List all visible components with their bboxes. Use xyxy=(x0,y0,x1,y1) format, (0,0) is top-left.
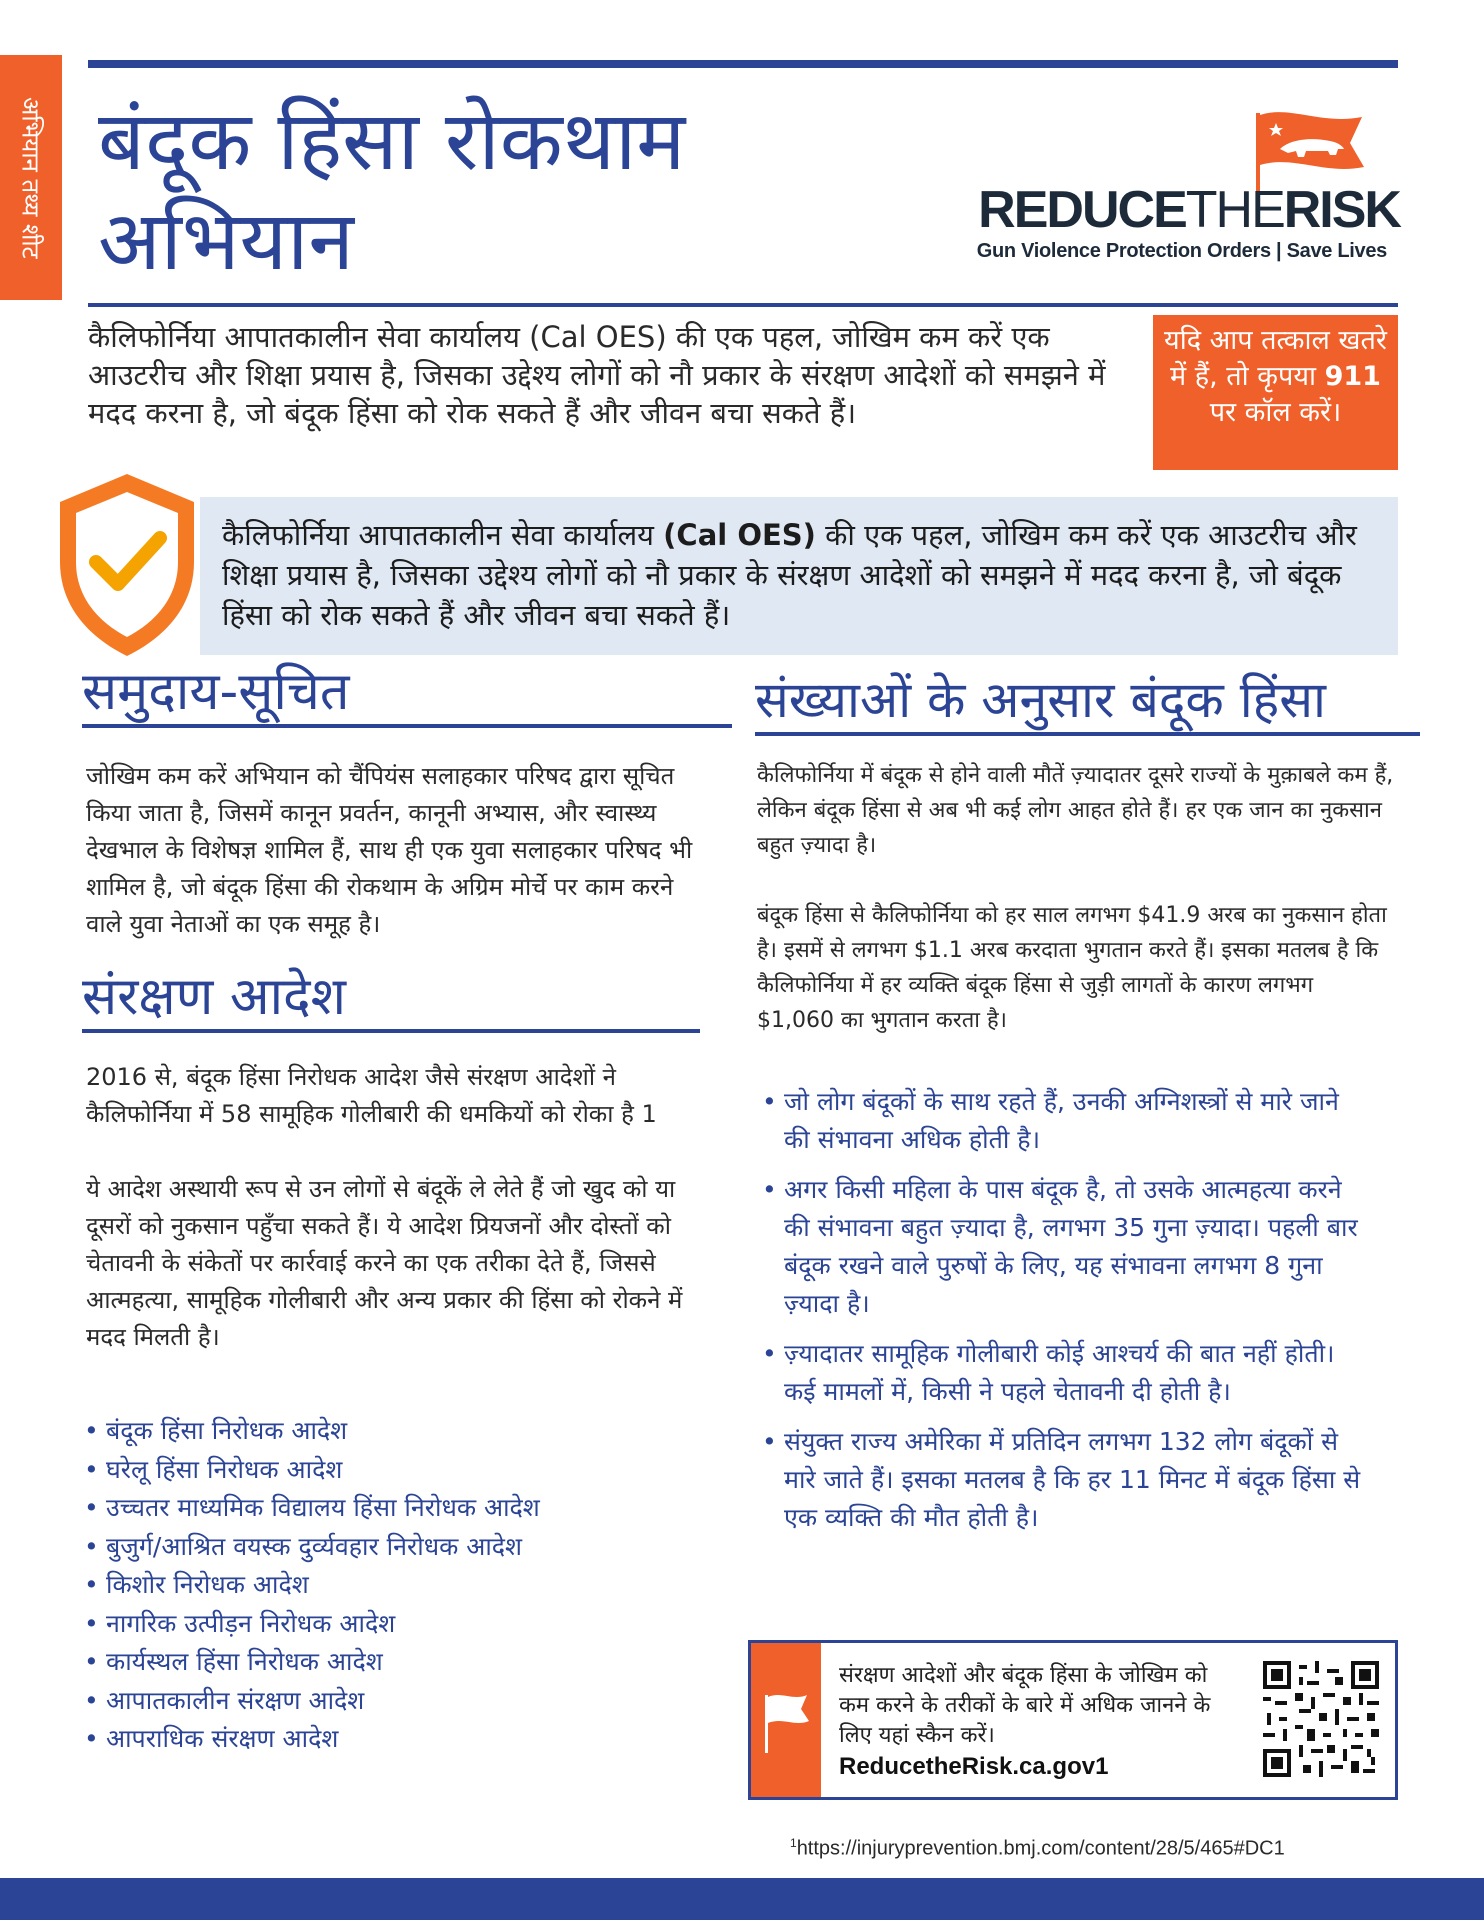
logo-tagline: Gun Violence Protection Orders | Save Lives xyxy=(976,240,1387,262)
list-item: • जो लोग बंदूकों के साथ रहते हैं, उनकी अग्निशस्त्रों से मारे जाने की संभावना अधिक होती है। xyxy=(762,1083,1362,1159)
numbers-paragraph-1: कैलिफोर्निया में बंदूक से होने वाली मौतें ज़्यादातर दूसरे राज्यों के मुक़ाबले कम हैं, लेकिन बंदूक हिंसा से अब भी कई लोग आहत होते हैं। हर एक जान का नुकसान बहुत ज़्यादा है। xyxy=(757,763,1394,858)
qr-instructions: संरक्षण आदेशों और बंदूक हिंसा के जोखिम को कम करने के तरीकों के बारे में अधिक जानने के लिए यहां स्कैन करें। xyxy=(839,1663,1211,1748)
list-item: • बंदूक हिंसा निरोधक आदेश xyxy=(84,1412,724,1451)
community-paragraph: जोखिम कम करें अभियान को चैंपियंस सलाहकार परिषद द्वारा सूचित किया जाता है, जिसमें कानून प्रवर्तन, कानूनी अभ्यास, और स्वास्थ्य देखभाल के विशेषज्ञ शामिल हैं, साथ ही एक युवा सलाहकार परिषद भी शामिल है, जो बंदूक हिंसा की रोकथाम के अग्रिम मोर्चे पर काम करने वाले युवा नेताओं का एक समूह है। xyxy=(86,762,693,938)
orders-list xyxy=(84,1412,724,1759)
side-tab xyxy=(0,55,62,300)
list-item: • आपातकालीन संरक्षण आदेश xyxy=(84,1682,724,1721)
list-item: • ज़्यादातर सामूहिक गोलीबारी कोई आश्चर्य की बात नहीं होती। कई मामलों में, किसी ने पहले चेतावनी दी होती है। xyxy=(762,1335,1362,1411)
qr-side-panel xyxy=(751,1643,821,1797)
header-divider xyxy=(88,303,1398,307)
emergency-number: 911 xyxy=(1324,361,1381,392)
logo-wordmark: REDUCETHERISK xyxy=(978,181,1400,239)
footnote xyxy=(790,1836,1380,1861)
website-link[interactable]: ReducetheRisk.ca.gov1 xyxy=(839,1753,1109,1780)
list-item: • घरेलू हिंसा निरोधक आदेश xyxy=(84,1451,724,1490)
flag-icon xyxy=(751,1643,821,1797)
list-item: • संयुक्त राज्य अमेरिका में प्रतिदिन लगभग 132 लोग बंदूकों से मारे जाते हैं। इसका मतलब है कि हर 11 मिनट में बंदूक हिंसा से एक व्यक्ति की मौत होती है। xyxy=(762,1423,1362,1537)
list-item: • कार्यस्थल हिंसा निरोधक आदेश xyxy=(84,1643,724,1682)
page-title: बंदूक हिंसा रोकथाम अभियान xyxy=(98,94,686,289)
qr-code-icon[interactable] xyxy=(1263,1661,1379,1777)
emergency-alert-box: यदि आप तत्काल खतरे में हैं, तो कृपया 911 पर कॉल करें। xyxy=(1153,315,1398,470)
intro-paragraph: कैलिफोर्निया आपातकालीन सेवा कार्यालय (Cal OES) की एक पहल, जोखिम कम करें एक आउटरीच और शिक्षा प्रयास है, जिसका उद्देश्य लोगों को नौ प्रकार के संरक्षण आदेशों को समझने में मदद करना है, जो बंदूक हिंसा को रोक सकते हैं और जीवन बचा सकते हैं। xyxy=(88,320,1106,430)
community-heading: समुदाय-सूचित xyxy=(82,660,732,728)
callout-box: कैलिफोर्निया आपातकालीन सेवा कार्यालय (Cal OES) की एक पहल, जोखिम कम करें एक आउटरीच और शिक्षा प्रयास है, जिसका उद्देश्य लोगों को नौ प्रकार के संरक्षण आदेशों को समझने में मदद करना है, जो बंदूक हिंसा को रोक सकते हैं और जीवन बचा सकते हैं। xyxy=(200,497,1398,655)
shield-check-icon xyxy=(52,470,202,660)
list-item: • बुजुर्ग/आश्रित वयस्क दुर्व्यवहार निरोधक आदेश xyxy=(84,1528,724,1567)
footer-band xyxy=(0,1878,1484,1920)
top-divider xyxy=(88,60,1398,68)
reduce-the-risk-logo xyxy=(945,105,1400,275)
list-item: • किशोर निरोधक आदेश xyxy=(84,1566,724,1605)
orders-paragraph-2: ये आदेश अस्थायी रूप से उन लोगों से बंदूकें ले लेते हैं जो खुद को या दूसरों को नुकसान पहुँचा सकते हैं। ये आदेश प्रियजनों और दोस्तों को चेतावनी के संकेतों पर कार्रवाई करने का एक तरीका देते हैं, जिससे आत्महत्या, सामूहिक गोलीबारी और अन्य प्रकार की हिंसा को रोकने में मदद मिलती है। xyxy=(86,1175,683,1351)
footnote-url[interactable]: https://injuryprevention.bmj.com/content/28/5/465#DC1 xyxy=(796,1837,1285,1860)
list-item: • आपराधिक संरक्षण आदेश xyxy=(84,1720,724,1759)
footnote-marker: 1 xyxy=(790,1836,797,1850)
list-item: • अगर किसी महिला के पास बंदूक है, तो उसके आत्महत्या करने की संभावना बहुत ज़्यादा है, लगभग 35 गुना ज़्यादा। पहली बार बंदूक रखने वाले पुरुषों के लिए, यह संभावना लगभग 8 गुना ज़्यादा है। xyxy=(762,1171,1362,1323)
list-item: • उच्चतर माध्यमिक विद्यालय हिंसा निरोधक आदेश xyxy=(84,1489,724,1528)
list-item: • नागरिक उत्पीड़न निरोधक आदेश xyxy=(84,1605,724,1644)
numbers-heading: संख्याओं के अनुसार बंदूक हिंसा xyxy=(755,668,1420,736)
side-tab-label: अभियान तथ्य शीट xyxy=(16,96,45,259)
orders-heading: संरक्षण आदेश xyxy=(82,965,700,1033)
statistics-list xyxy=(762,1083,1362,1549)
orders-paragraph-1: 2016 से, बंदूक हिंसा निरोधक आदेश जैसे संरक्षण आदेशों ने कैलिफोर्निया में 58 सामूहिक गोलीबारी की धमकियों को रोका है 1 xyxy=(86,1063,657,1128)
qr-info-box xyxy=(748,1640,1398,1800)
numbers-paragraph-2: बंदूक हिंसा से कैलिफोर्निया को हर साल लगभग $41.9 अरब का नुकसान होता है। इसमें से लगभग $1.1 अरब करदाता भुगतान करते हैं। इसका मतलब है कि कैलिफोर्निया में हर व्यक्ति बंदूक हिंसा से जुड़ी लागतों के कारण लगभग $1,060 का भुगतान करता है। xyxy=(757,903,1387,1033)
